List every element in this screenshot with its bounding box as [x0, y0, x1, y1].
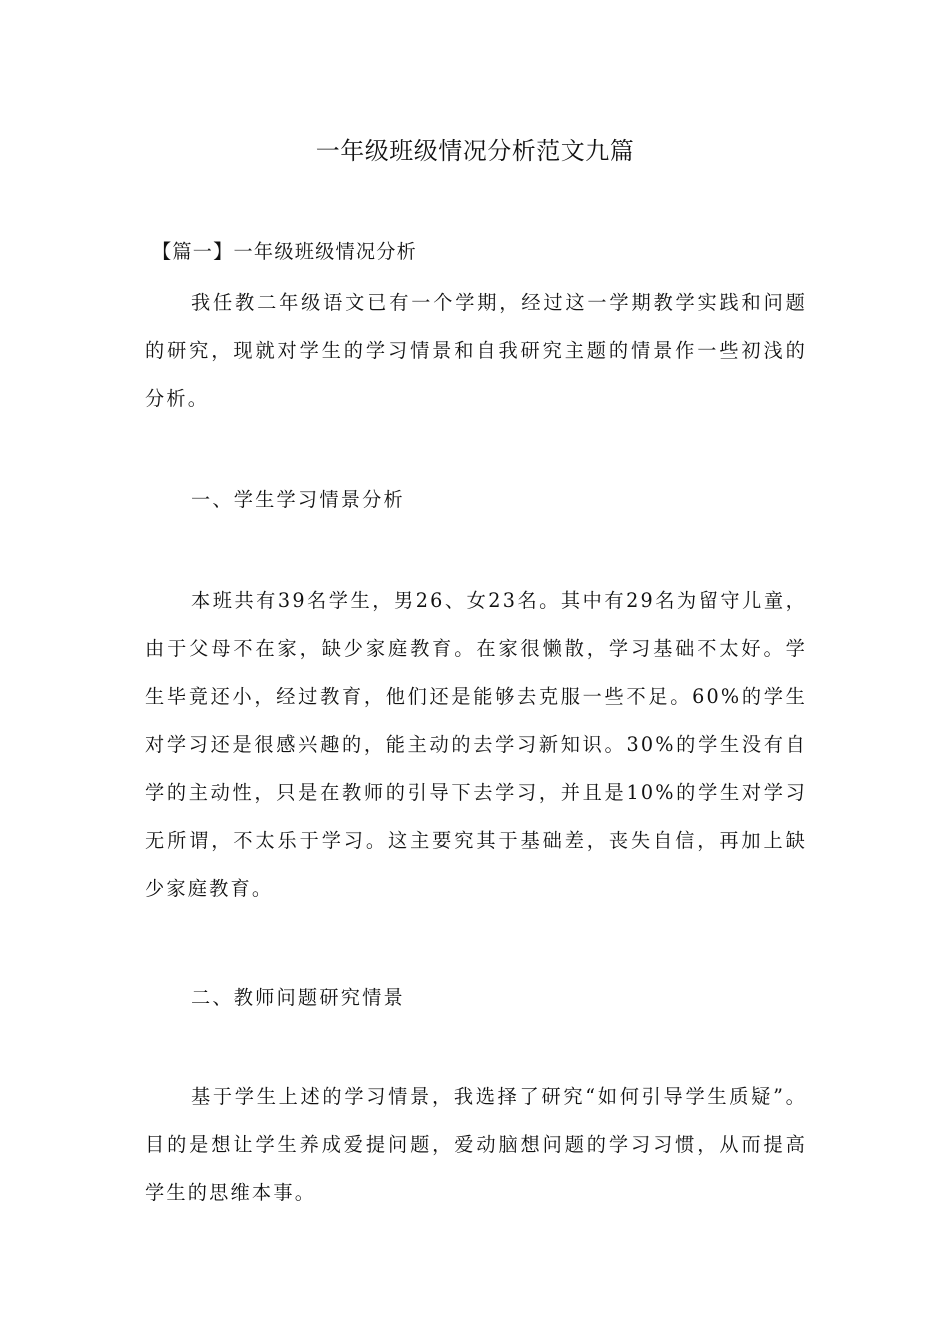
section-label: 【篇一】一年级班级情况分析 [152, 240, 418, 263]
student-analysis-paragraph: 本班共有39名学生，男26、女23名。其中有29名为留守儿童，由于父母不在家，缺少家庭教育。在家很懒散，学习基础不太好。学生毕竟还小，经过教育，他们还是能够去克服一些不足。60%的学生对学习还是很感兴趣的，能主动的去学习新知识。30%的学生没有自学的主动性，只是在教师的引导下去学习，并且是10%的学生对学习无所谓，不太乐于学习。这主要究其于基础差，丧失自信，再加上缺少家庭教育。 [145, 589, 807, 900]
intro-paragraph: 我任教二年级语文已有一个学期，经过这一学期教学实践和问题的研究，现就对学生的学习情景和自我研究主题的情景作一些初浅的分析。 [145, 291, 807, 410]
section-heading-teacher-research: 二、教师问题研究情景 [191, 986, 405, 1009]
section-heading-student-learning: 一、学生学习情景分析 [191, 488, 405, 511]
teacher-research-paragraph: 基于学生上述的学习情景，我选择了研究“如何引导学生质疑”。目的是想让学生养成爱提问题，爱动脑想问题的学习习惯，从而提高学生的思维本事。 [145, 1085, 807, 1204]
document-title: 一年级班级情况分析范文九篇 [315, 137, 635, 165]
